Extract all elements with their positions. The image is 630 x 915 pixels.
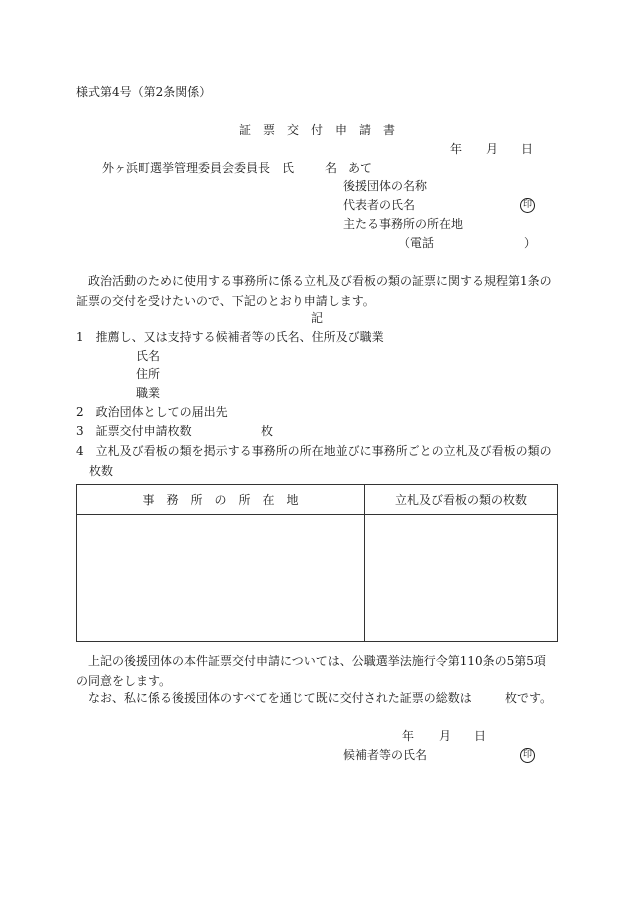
phone-label: （電話 xyxy=(398,236,435,250)
office-address-label: 主たる事務所の所在地 xyxy=(343,217,464,231)
bottom-date-month-label: 月 xyxy=(439,729,452,743)
date-day-label: 日 xyxy=(521,142,534,156)
office-address-header: 事 務 所 の 所 在 地 xyxy=(77,485,365,515)
addressee-name-suffix: 名 xyxy=(325,161,338,175)
candidate-seal-icon: 印 xyxy=(520,748,535,763)
bottom-date-year-label: 年 xyxy=(402,729,415,743)
item-1: 1 推薦し、又は支持する候補者等の氏名、住所及び職業 xyxy=(76,330,384,344)
item-1-address-label: 住所 xyxy=(136,367,161,381)
addressee-name: 外ヶ浜町選挙管理委員会委員長 氏 xyxy=(102,161,295,175)
form-number: 様式第4号（第2条関係） xyxy=(76,85,212,99)
rep-seal-icon: 印 xyxy=(520,198,535,213)
item-3-unit: 枚 xyxy=(261,424,274,438)
total-paragraph-prefix: なお、私に係る後援団体のすべてを通じて既に交付された証票の総数は xyxy=(88,691,472,705)
table-header-row xyxy=(77,485,558,515)
sign-count-cell[interactable] xyxy=(365,515,558,642)
rep-name-label: 代表者の氏名 xyxy=(343,198,416,212)
date-year-label: 年 xyxy=(450,142,463,156)
item-4: 4 立札及び看板の類を掲示する事務所の所在地並びに事務所ごとの立札及び看板の類の枚数 xyxy=(76,444,552,478)
sign-count-header: 立札及び看板の類の枚数 xyxy=(365,485,558,515)
item-1-occupation-label: 職業 xyxy=(136,386,161,400)
item-3: 3 証票交付申請枚数 xyxy=(76,424,192,438)
consent-paragraph: 上記の後援団体の本件証票交付申請については、公職選挙法施行令第110条の5第5項の同意をします。 xyxy=(76,654,546,688)
document-title: 証 票 交 付 申 請 書 xyxy=(239,123,396,137)
candidate-name-label: 候補者等の氏名 xyxy=(343,748,428,762)
item-2: 2 政治団体としての届出先 xyxy=(76,405,228,419)
ki-heading: 記 xyxy=(311,311,324,325)
bottom-date-day-label: 日 xyxy=(474,729,487,743)
item-1-name-label: 氏名 xyxy=(136,349,161,363)
date-month-label: 月 xyxy=(486,142,499,156)
table-row xyxy=(77,515,558,642)
addressee-to: あて xyxy=(348,161,373,175)
total-paragraph-suffix: 枚です。 xyxy=(505,691,553,705)
intro-paragraph: 政治活動のために使用する事務所に係る立札及び看板の類の証票に関する規程第1条の証票の交付を受けたいので、下記のとおり申請します。 xyxy=(76,274,552,308)
phone-close: ） xyxy=(524,236,537,250)
office-address-cell[interactable] xyxy=(77,515,365,642)
org-name-label: 後援団体の名称 xyxy=(343,179,428,193)
office-table xyxy=(76,484,558,642)
